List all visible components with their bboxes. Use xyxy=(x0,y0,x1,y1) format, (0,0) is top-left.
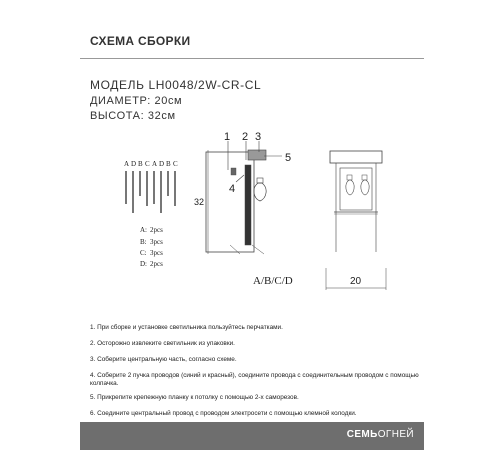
legend-code: B: xyxy=(140,238,147,246)
legend-qty: 2pcs xyxy=(150,260,163,268)
crystal-letter: A xyxy=(152,160,158,168)
brand-name-bold: СЕМЬ xyxy=(346,429,378,440)
callout-number: 3 xyxy=(255,131,262,143)
page-title: СХЕМА СБОРКИ xyxy=(90,34,191,48)
legend-qty: 3pcs xyxy=(150,249,163,257)
diameter-label: ДИАМЕТР: 20см xyxy=(90,95,183,107)
legend-qty: 2pcs xyxy=(150,226,163,234)
brand-logo xyxy=(347,429,414,440)
instruction-item: 4. Соберите 2 пучка проводов (синий и красный), соедините провода с соединительным проводом с помощью колпачка. xyxy=(90,372,419,387)
crystal-letter: A xyxy=(124,160,130,168)
legend-qty: 3pcs xyxy=(150,238,163,246)
side-callouts xyxy=(194,131,293,287)
instruction-item: 1. При сборке и установке светильника пользуйтесь перчатками. xyxy=(90,324,283,331)
side-height-dimension: 32 xyxy=(194,197,205,207)
crystal-letter: C xyxy=(145,160,150,168)
bulb-icon xyxy=(361,180,369,195)
instructions-list xyxy=(90,324,420,426)
crystal-letter: B xyxy=(166,160,171,168)
crystal-letters xyxy=(124,160,178,168)
legend-code: A: xyxy=(140,226,147,234)
side-rod xyxy=(245,165,251,245)
front-mount xyxy=(330,151,382,163)
callout-number: 4 xyxy=(229,183,236,195)
parts-label: A/B/C/D xyxy=(253,275,293,287)
crystal-legend xyxy=(140,226,163,268)
instruction-item: 2. Осторожно извлеките светильник из упаковки. xyxy=(90,340,235,347)
model-label: МОДЕЛЬ LH0048/2W-CR-CL xyxy=(90,78,262,92)
bulb-socket xyxy=(257,178,263,183)
side-view xyxy=(206,141,282,254)
crystal-letter: C xyxy=(173,160,178,168)
callout-number: 5 xyxy=(285,152,292,164)
crystal-letter: D xyxy=(131,160,137,168)
bulb-icon xyxy=(346,180,354,195)
front-view xyxy=(326,151,386,290)
instruction-item: 5. Прикрепите крепежную планку к потолку с помощью 2-х саморезов. xyxy=(90,394,299,401)
callout-number: 1 xyxy=(224,131,231,143)
legend-code: C: xyxy=(140,249,147,257)
crystal-rods xyxy=(126,171,175,213)
connector xyxy=(231,168,236,175)
ceiling-mount xyxy=(248,150,266,160)
brand-name-light: ОГНЕЙ xyxy=(377,429,414,440)
legend-code: D: xyxy=(140,260,147,268)
crystal-letter: B xyxy=(138,160,143,168)
callout-number: 2 xyxy=(242,131,249,143)
instruction-item: 6. Соедините центральный провод с проводом электросети с помощью клемной колодки. xyxy=(90,410,357,417)
bulb-holder xyxy=(340,168,372,210)
front-width-dimension: 20 xyxy=(350,276,362,287)
height-label: ВЫСОТА: 32см xyxy=(90,110,176,122)
instruction-item: 3. Соберите центральную часть, согласно схеме. xyxy=(90,356,237,363)
bulb-icon xyxy=(254,183,266,201)
crystal-letter: D xyxy=(159,160,165,168)
